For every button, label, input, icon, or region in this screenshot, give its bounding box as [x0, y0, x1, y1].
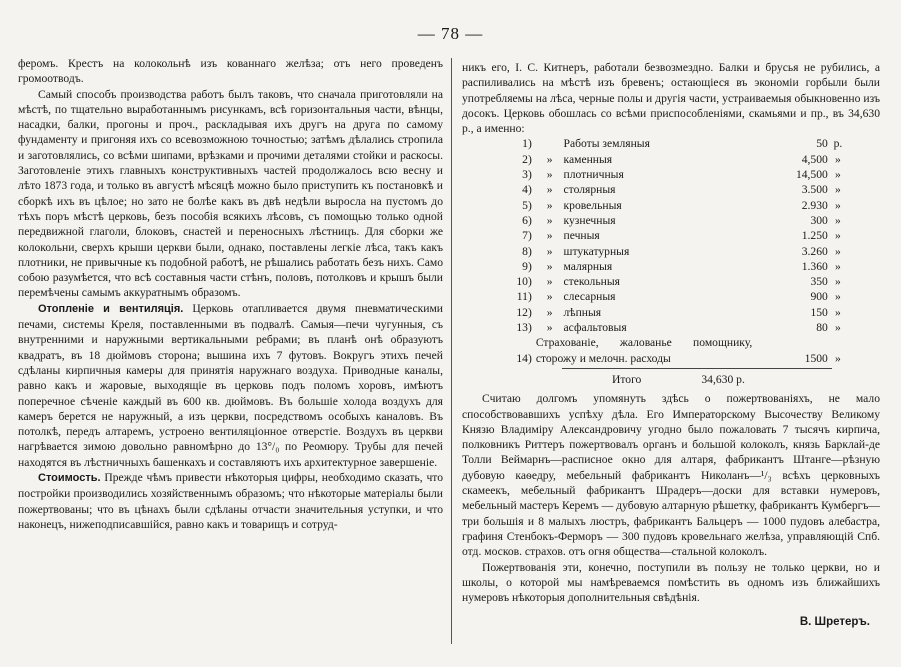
- left-column: [18, 56, 443, 532]
- cost-item-label: асфальтовыя: [563, 321, 627, 335]
- cost-item-amount: 3.260: [801, 244, 828, 258]
- cost-text: Прежде чѣмъ привести нѣкоторыя цифры, необходимо сказать, что постройки производились хозяйственнымъ образомъ; что нѣкоторые матеріалы были пожертвованы; что въ цѣнахъ были сдѣланы отчасти значительныя уступки, и что наконецъ, нижеподписавшійся, равно какъ и товарищъ и сотруд-: [18, 471, 443, 531]
- heading-heating-ventilation: Отопленіе и вентиляція.: [38, 302, 184, 315]
- cost-item-unit: »: [835, 152, 841, 166]
- paragraph-cost: [18, 470, 443, 532]
- cost-item-label: штукатурныя: [563, 244, 630, 258]
- cost-item-unit: »: [835, 259, 841, 273]
- cost-item-amount: 4,500: [801, 152, 828, 166]
- cost-item-unit: »: [835, 305, 841, 319]
- cost-item-number: 4): [522, 183, 532, 197]
- author-signature: В. Шретеръ.: [799, 616, 870, 629]
- cost-item-amount: 150: [810, 305, 828, 319]
- cost-row: [488, 320, 848, 335]
- heading-cost: Стоимость.: [38, 472, 101, 485]
- cost-item-label: Страхованіе, жалованье помощнику, сторожу и мелочн. расходы: [535, 336, 753, 365]
- cost-item-ditto: »: [546, 183, 553, 197]
- cost-item-amount: 900: [810, 290, 828, 304]
- cost-item-amount: 2.930: [801, 198, 828, 212]
- cost-item-unit: »: [835, 213, 841, 227]
- cost-item-label: кровельныя: [563, 198, 622, 212]
- cost-row: [488, 136, 848, 151]
- cost-item-label: Работы земляныя: [563, 137, 650, 151]
- cost-item-number: 14): [516, 351, 532, 365]
- paragraph-construction-method: Самый способъ производства работъ былъ таковъ, что сначала приготовляли на мѣстѣ, по тщательно выработаннымъ рисункамъ, всѣ горизонтальныя части, вѣнцы, насадки, балки, прогоны и проч., раскладывая ихъ другъ на друга по самому фундаменту и пригоняя ихъ со всевозможною точностью; затѣмъ дѣлались стропила и заготовлялись, со всѣми шипами, врѣзками и прочими деталями стойки и раскосы. Заготовленіе этихъ главныхъ конструктивныхъ частей продолжалось всю весну и лѣто 1873 года, и только въ августѣ мѣсяцѣ можно было приступить къ постановкѣ и сборкѣ ихъ въ цѣлое; но зато не болѣе какъ въ двѣ недѣли выросла на пустомъ до тѣхъ поръ мѣстѣ церковь, безъ пособія всякихъ лѣсовъ, съ помощью только одной передвижной глаголи, блоковъ, снастей и переносныхъ лѣстницъ. Для сборки же колокольни, сверхъ крыши церкви были, однако, поставлены легкіе лѣса, такъ какъ плотники, не привычные къ подобной работѣ, не рѣшались работать безъ нихъ. Само собою разумѣется, что всѣ составныя части стѣнъ, половъ, потолковъ и крышъ были перемѣчены самымъ аккуратнымъ образомъ.: [18, 87, 443, 300]
- cost-row: [488, 152, 848, 167]
- paragraph-lightning-rod: феромъ. Крестъ на колокольнѣ изъ кованнаго желѣза; отъ него проведенъ громоотводъ.: [18, 57, 443, 86]
- cost-row: [488, 274, 848, 289]
- paragraph-closing: Пожертвованія эти, конечно, поступили въ пользу не только церкви, но и школы, о которой мы намѣреваемся помѣстить въ одномъ изъ ближайшихъ нумеровъ нѣкоторыя дополнительныя свѣдѣнія.: [462, 560, 880, 605]
- cost-item-ditto: »: [546, 229, 553, 243]
- cost-item-amount: 1.250: [801, 229, 828, 243]
- cost-row: [488, 244, 848, 259]
- cost-item-number: 7): [522, 229, 532, 243]
- cost-item-ditto: »: [546, 244, 553, 258]
- cost-item-label: стекольныя: [563, 275, 620, 289]
- cost-item-amount: 50: [816, 137, 828, 151]
- cost-item-label: лѣпныя: [563, 305, 602, 319]
- cost-item-label: печныя: [563, 229, 600, 243]
- cost-item-label: кузнечныя: [563, 213, 616, 227]
- cost-item-number: 8): [522, 244, 532, 258]
- cost-row: [488, 259, 848, 274]
- cost-item-amount: 1500: [804, 351, 828, 365]
- right-column: [462, 60, 880, 631]
- cost-table: [488, 136, 848, 365]
- cost-item-number: 13): [516, 321, 532, 335]
- cost-item-label: столярныя: [563, 183, 616, 197]
- cost-item-ditto: »: [546, 321, 553, 335]
- cost-item-number: 12): [516, 305, 532, 319]
- cost-item-ditto: [536, 136, 564, 151]
- cost-item-ditto: »: [546, 290, 553, 304]
- cost-item-amount: 3.500: [801, 183, 828, 197]
- cost-item-unit: »: [835, 275, 841, 289]
- cost-item-unit: »: [835, 183, 841, 197]
- cost-row: [488, 167, 848, 182]
- cost-item-number: 9): [522, 259, 532, 273]
- cost-item-unit: »: [835, 321, 841, 335]
- cost-item-unit: »: [835, 198, 841, 212]
- cost-item-number: 6): [522, 213, 532, 227]
- cost-row: [488, 305, 848, 320]
- cost-row: [488, 228, 848, 243]
- heating-text: Церковь отапливается двумя пневматическими печами, системы Креля, поставленными въ подвалѣ. Самыя—печи чугунныя, съ внутренними и наружными вертикальными ребрами; въ планѣ онѣ образуютъ квадратъ, въ 18 дюймовъ сторона; вышина ихъ 7 футовъ. Вокругъ этихъ печей сдѣланы кирпичныя камеры для принятія наружнаго воздуха. Приводные каналы, равно какъ и жаровые, выходящіе въ церковь подъ поломъ хоровъ, имѣютъ поперечное сѣченіе каждый въ 600 кв. дюймовъ. Въ большіе холода воздухъ для камеръ берется не наружный, а изъ церкви, посредствомъ особыхъ каналовъ. Въ потолкѣ, передъ алтаремъ, устроено вентиляціонное отверстіе. Воздухъ въ церкви нагрѣвается зимою довольно равномѣрно до 13°/₀ по Реомюру. Трубы для печей находятся въ лѣстничныхъ башенкахъ и составляютъ ихъ архитектурное завершеніе.: [18, 301, 443, 469]
- cost-row: [488, 289, 848, 304]
- cost-item-ditto: »: [546, 259, 553, 273]
- cost-item-label: каменныя: [563, 152, 613, 166]
- total-label: Итого: [612, 372, 642, 386]
- cost-total: [462, 372, 880, 387]
- paragraph-heating: [18, 301, 443, 470]
- cost-item-unit: »: [835, 290, 841, 304]
- cost-item-unit: р.: [833, 137, 843, 151]
- cost-item-ditto: »: [546, 305, 553, 319]
- cost-item-ditto: »: [546, 213, 553, 227]
- cost-item-number: 1): [522, 137, 532, 151]
- cost-row: [488, 182, 848, 197]
- paragraph-workers: никъ его, І. С. Китнеръ, работали безвозмездно. Балки и брусья не рубились, а распиливались на мѣстѣ изъ бревенъ; остающіеся въ экономіи горбыли были употребляемы на лѣса, черные полы и другія части, устраиваемыя обыкновенно изъ досокъ. Церковь обошлась со всѣми приспособленіями, скамьями и пр., въ 34,630 р., а именно:: [462, 61, 880, 136]
- cost-item-label: слесарныя: [563, 290, 616, 304]
- cost-item-amount: 350: [810, 275, 828, 289]
- cost-item-number: 3): [522, 168, 532, 182]
- cost-item-unit: »: [835, 244, 841, 258]
- cost-row: [488, 213, 848, 228]
- cost-row-insurance: [488, 335, 848, 366]
- column-divider: [451, 58, 452, 644]
- cost-item-number: 5): [522, 198, 532, 212]
- cost-item-unit: »: [835, 351, 841, 365]
- cost-item-unit: »: [835, 168, 841, 182]
- cost-item-amount: 300: [810, 213, 828, 227]
- cost-item-unit: »: [835, 229, 841, 243]
- cost-item-amount: 14,500: [795, 168, 828, 182]
- cost-item-ditto: »: [546, 275, 553, 289]
- cost-item-ditto: »: [546, 198, 553, 212]
- paragraph-donations: Считаю долгомъ упомянуть здѣсь о пожертвованіяхъ, не мало способствовавшихъ успѣху дѣла. Его Императорскому Высочеству Великому Князю Владиміру Александровичу угодно было пожаловать 7 тысячъ кирпича, полковникъ Риттеръ пожертвовалъ органъ и большой колоколъ, князь Барклай-де Толли Веймарнъ—расписное окно для алтаря, фабрикантъ Штанге—рѣзную дубовую каѳедру, мебельный фабрикантъ Николанъ—¹/₃ всѣхъ церковныхъ скамеекъ, мебельный фабрикантъ Шрадеръ—доски для вставки нумеровъ, мебельный мастеръ Керемъ — дубовую алтарную рѣшетку, фабрикантъ Кумбергъ—три большія и 8 малыхъ люстръ, фабрикантъ Бальцеръ — 1000 пудовъ алебастра, графиня Стенбокъ-Ферморъ — 300 пудовъ кровельнаго желѣза, управляющій Спб. отд. москов. страхов. отъ огня общества—стальной колоколъ.: [462, 392, 880, 559]
- total-rule: [562, 368, 832, 369]
- cost-item-label: плотничныя: [563, 168, 624, 182]
- cost-row: [488, 198, 848, 213]
- cost-item-number: 11): [516, 290, 532, 304]
- cost-item-number: 2): [522, 152, 532, 166]
- total-amount: 34,630 р.: [701, 372, 745, 386]
- cost-item-ditto: »: [546, 168, 553, 182]
- cost-item-amount: 80: [816, 321, 828, 335]
- cost-item-ditto: »: [546, 152, 553, 166]
- cost-item-label: малярныя: [563, 259, 613, 273]
- cost-item-number: 10): [516, 275, 532, 289]
- page-number: — 78 —: [417, 24, 484, 43]
- cost-item-amount: 1.360: [801, 259, 828, 273]
